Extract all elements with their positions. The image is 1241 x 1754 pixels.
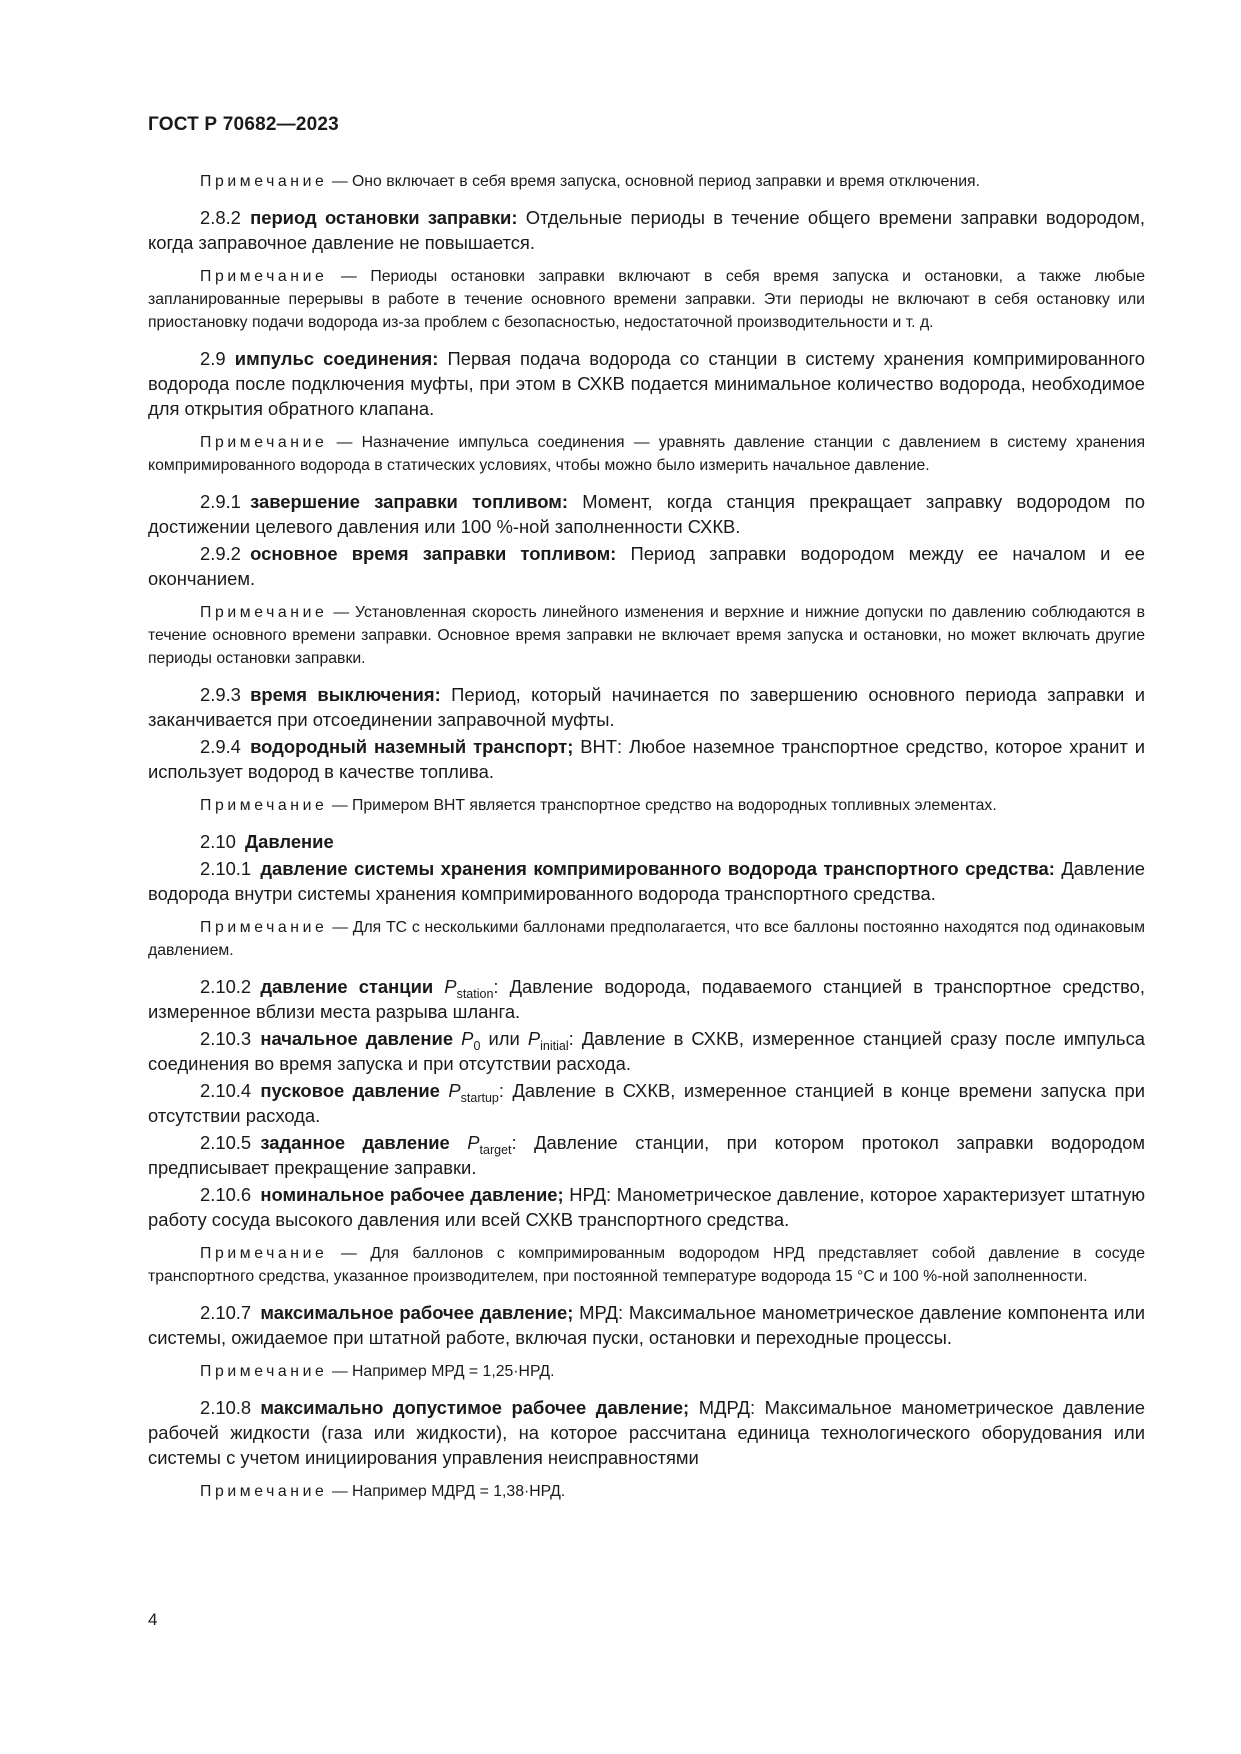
symbol: P xyxy=(444,976,457,997)
clause-number: 2.10.1 xyxy=(200,858,252,879)
note-label: Примечание xyxy=(200,1245,328,1262)
note-dash: — xyxy=(327,797,353,814)
note-paragraph xyxy=(148,1480,1145,1503)
symbol: P xyxy=(527,1028,541,1049)
definition-text: Период заправки водородом между ее началом и ее окончанием. xyxy=(148,543,1146,589)
document-body xyxy=(148,170,1145,1503)
clause-number: 2.9.1 xyxy=(200,491,241,512)
defined-term: завершение заправки топливом: xyxy=(250,491,568,512)
defined-term: заданное давление xyxy=(260,1132,450,1153)
note-paragraph xyxy=(148,431,1145,477)
note-dash: — xyxy=(327,1245,371,1262)
clause-number: 2.9 xyxy=(200,348,226,369)
clause-number: 2.9.2 xyxy=(200,543,241,564)
clause-number: 2.10.3 xyxy=(200,1028,252,1049)
defined-term: период остановки заправки: xyxy=(250,207,518,228)
symbol-subscript: 0 xyxy=(473,1039,481,1053)
note-dash: — xyxy=(327,1363,353,1380)
note-text: Оно включает в себя время запуска, основной период заправки и время отключения. xyxy=(352,173,980,190)
definition-text: Момент, когда станция прекращает заправку водородом по достижении целевого давления или 100 %-ной заполненности СХКВ. xyxy=(148,491,1145,537)
definition-paragraph xyxy=(148,734,1145,784)
symbol: P xyxy=(467,1132,480,1153)
clause-number: 2.9.3 xyxy=(200,684,241,705)
defined-term: начальное давление xyxy=(260,1028,454,1049)
definition-paragraph xyxy=(148,1130,1145,1180)
definition-paragraph xyxy=(148,346,1145,421)
defined-term: максимально допустимое рабочее давление; xyxy=(260,1397,690,1418)
clause-number: 2.10.5 xyxy=(200,1132,252,1153)
definition-paragraph xyxy=(148,829,1145,854)
note-dash: — xyxy=(327,919,353,936)
definition-paragraph xyxy=(148,541,1145,591)
clause-number: 2.10.2 xyxy=(200,976,252,997)
note-text: Периоды остановки заправки включают в себя время запуска и остановки, а также любые запланированные перерывы в работе в течение основного времени заправки. Эти периоды не включают в себя остановку или приостановку подачи водорода из-за проблем с безопасностью, недостаточной производительности и т. д. xyxy=(148,268,1145,331)
note-label: Примечание xyxy=(200,268,328,285)
note-paragraph xyxy=(148,1242,1145,1288)
note-label: Примечание xyxy=(200,434,328,451)
defined-term: номинальное рабочее давление; xyxy=(260,1184,564,1205)
defined-term: основное время заправки топливом: xyxy=(250,543,617,564)
note-label: Примечание xyxy=(200,1483,328,1500)
note-paragraph xyxy=(148,265,1145,334)
defined-term: давление системы хранения компримированного водорода транспортного средства: xyxy=(260,858,1055,879)
clause-number: 2.10 xyxy=(200,831,236,852)
definition-paragraph xyxy=(148,682,1145,732)
note-label: Примечание xyxy=(200,173,328,190)
definition-text: Период, который начинается по завершению основного периода заправки и заканчивается при отсоединении заправочной муфты. xyxy=(148,684,1145,730)
symbol-subscript: startup xyxy=(460,1091,499,1105)
standard-header: ГОСТ Р 70682—2023 xyxy=(148,114,339,135)
definition-text: Давление водорода внутри системы хранения компримированного водорода транспортного средства. xyxy=(148,858,1145,904)
symbol-subscript: initial xyxy=(540,1039,569,1053)
note-dash: — xyxy=(327,604,356,621)
clause-number: 2.10.7 xyxy=(200,1302,252,1323)
defined-term: Давление xyxy=(245,831,334,852)
definition-text: Отдельные периоды в течение общего времени заправки водородом, когда заправочное давление не повышается. xyxy=(148,207,1146,253)
definition-paragraph xyxy=(148,974,1145,1024)
note-text: Примером ВНТ является транспортное средство на водородных топливных элементах. xyxy=(352,797,997,814)
note-text: Например МДРД = 1,38·НРД. xyxy=(352,1483,566,1500)
definition-text: : Давление в СХКВ, измеренное станцией сразу после импульса соединения во время запуска и при отсутствии расхода. xyxy=(148,1028,1145,1074)
defined-term: давление станции xyxy=(260,976,434,997)
definition-text: МДРД: Максимальное манометрическое давление рабочей жидкости (газа или жидкости), на которое рассчитана единица технологического оборудования или системы с учетом инициирования управления неисправностями xyxy=(148,1397,1145,1468)
definition-paragraph xyxy=(148,1078,1145,1128)
note-paragraph xyxy=(148,170,1145,193)
note-label: Примечание xyxy=(200,919,328,936)
note-label: Примечание xyxy=(200,1363,328,1380)
page-number: 4 xyxy=(148,1610,158,1629)
clause-number: 2.10.4 xyxy=(200,1080,252,1101)
symbol: P xyxy=(448,1080,461,1101)
definition-paragraph xyxy=(148,205,1145,255)
note-dash: — xyxy=(327,173,353,190)
definition-paragraph xyxy=(148,1182,1145,1232)
note-paragraph xyxy=(148,601,1145,670)
definition-paragraph xyxy=(148,1300,1145,1350)
symbol-subscript: target xyxy=(479,1143,512,1157)
clause-number: 2.9.4 xyxy=(200,736,241,757)
definition-text: : Давление в СХКВ, измеренное станцией в конце времени запуска при отсутствии расхода. xyxy=(148,1080,1145,1126)
symbol-subscript: station xyxy=(456,987,494,1001)
definition-text: МРД: Максимальное манометрическое давление компонента или системы, ожидаемое при штатной работе, включая пуски, остановки и переходные процессы. xyxy=(148,1302,1145,1348)
definition-paragraph xyxy=(148,489,1145,539)
definition-text: : Давление водорода, подаваемого станцией в транспортное средство, измеренное вблизи места разрыва шланга. xyxy=(148,976,1145,1022)
note-label: Примечание xyxy=(200,797,328,814)
definition-text: Первая подача водорода со станции в систему хранения компримированного водорода после подключения муфты, при этом в СХКВ подается минимальное количество водорода, необходимое для открытия обратного клапана. xyxy=(148,348,1145,419)
definition-text: НРД: Манометрическое давление, которое характеризует штатную работу сосуда высокого давления или всей СХКВ транспортного средства. xyxy=(148,1184,1145,1230)
note-text: Для баллонов с компримированным водородом НРД представляет собой давление в сосуде транспортного средства, указанное производителем, при постоянной температуре водорода 15 °С и 100 %-ной заполненности. xyxy=(148,1245,1145,1285)
note-paragraph xyxy=(148,794,1145,817)
defined-term: водородный наземный транспорт; xyxy=(250,736,574,757)
note-paragraph xyxy=(148,916,1145,962)
or-word: или xyxy=(480,1028,528,1049)
note-text: Для ТС с несколькими баллонами предполагается, что все баллоны постоянно находятся под одинаковым давлением. xyxy=(148,919,1145,959)
defined-term: импульс соединения: xyxy=(234,348,439,369)
clause-number: 2.10.8 xyxy=(200,1397,252,1418)
note-dash: — xyxy=(327,268,371,285)
note-dash: — xyxy=(327,434,362,451)
clause-number: 2.8.2 xyxy=(200,207,241,228)
definition-text: : Давление станции, при котором протокол заправки водородом предписывает прекращение заправки. xyxy=(148,1132,1145,1178)
definition-paragraph xyxy=(148,1395,1145,1470)
note-label: Примечание xyxy=(200,604,328,621)
note-dash: — xyxy=(327,1483,353,1500)
defined-term: время выключения: xyxy=(250,684,441,705)
definition-paragraph xyxy=(148,1026,1145,1076)
definition-paragraph xyxy=(148,856,1145,906)
note-text: Назначение импульса соединения — уравнять давление станции с давлением в систему хранения компримированного водорода в статических условиях, чтобы можно было измерить начальное давление. xyxy=(148,434,1145,474)
symbol: P xyxy=(461,1028,474,1049)
definition-text: ВНТ: Любое наземное транспортное средство, которое хранит и использует водород в качестве топлива. xyxy=(148,736,1145,782)
clause-number: 2.10.6 xyxy=(200,1184,252,1205)
defined-term: пусковое давление xyxy=(260,1080,440,1101)
note-text: Установленная скорость линейного изменения и верхние и нижние допуски по давлению соблюдаются в течение основного времени заправки. Основное время заправки не включает время запуска и остановки, но может включать другие периоды остановки заправки. xyxy=(148,604,1145,667)
defined-term: максимальное рабочее давление; xyxy=(260,1302,574,1323)
note-text: Например МРД = 1,25·НРД. xyxy=(352,1363,555,1380)
note-paragraph xyxy=(148,1360,1145,1383)
